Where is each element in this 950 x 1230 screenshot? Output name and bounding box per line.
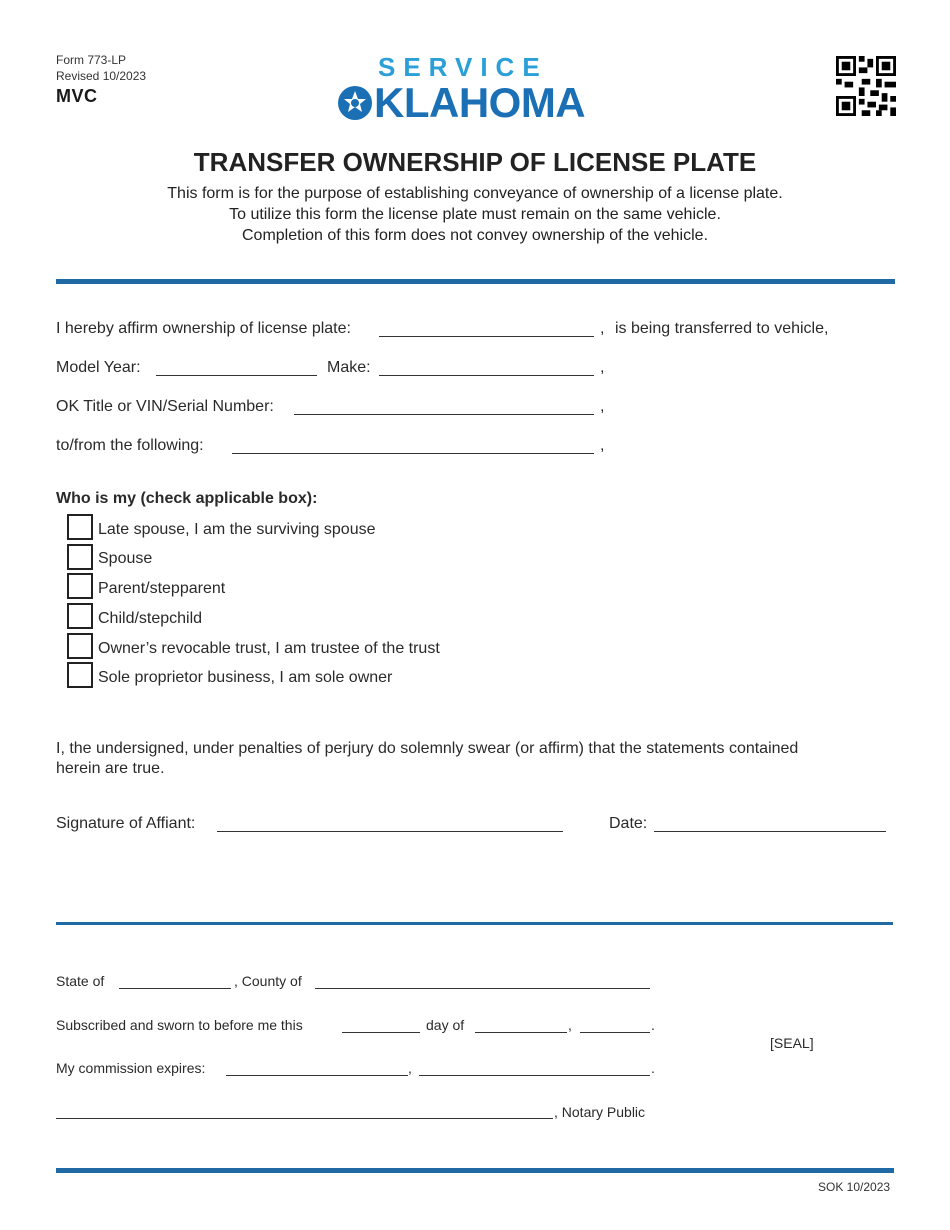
period: . — [651, 1017, 655, 1033]
star-icon — [336, 84, 374, 122]
option-label: Child/stepchild — [98, 610, 203, 627]
form-number: Form 773-LP — [56, 53, 127, 67]
checkbox-spouse[interactable] — [67, 544, 93, 570]
title-vin-input[interactable] — [294, 414, 594, 415]
affirm-suffix: is being transferred to vehicle, — [615, 320, 829, 337]
signature-label: Signature of Affiant: — [56, 815, 196, 832]
oath-line-1: I, the undersigned, under penalties of perjury do solemnly swear (or affirm) that the statements contained — [56, 740, 799, 757]
commission-date-input[interactable] — [226, 1075, 408, 1076]
to-from-label: to/from the following: — [56, 437, 204, 454]
notary-signature-input[interactable] — [56, 1118, 553, 1119]
commission-label: My commission expires: — [56, 1060, 206, 1076]
sworn-year-input[interactable] — [580, 1032, 650, 1033]
service-oklahoma-logo — [336, 52, 606, 126]
checkbox-sole-proprietor[interactable] — [67, 662, 93, 688]
comma: , — [600, 437, 605, 454]
state-label: State of — [56, 973, 105, 989]
revised-date: Revised 10/2023 — [56, 69, 147, 83]
model-year-label: Model Year: — [56, 359, 141, 376]
subtitle-line-1: This form is for the purpose of establishing conveyance of ownership of a license plate. — [167, 185, 783, 202]
model-year-input[interactable] — [156, 375, 317, 376]
county-label: , County of — [234, 973, 302, 989]
checkbox-child[interactable] — [67, 603, 93, 629]
division-label: MVC — [56, 86, 98, 106]
comma: , — [568, 1017, 572, 1033]
footer-code: SOK 10/2023 — [818, 1180, 891, 1194]
comma: , — [408, 1060, 412, 1076]
relation-heading: Who is my (check applicable box): — [56, 490, 318, 507]
top-divider — [56, 279, 895, 284]
seal-label: [SEAL] — [770, 1035, 814, 1051]
commission-year-input[interactable] — [419, 1075, 650, 1076]
oath-line-2: herein are true. — [56, 760, 165, 777]
day-of-label: day of — [426, 1017, 465, 1033]
comma: , — [600, 359, 605, 376]
date-input[interactable] — [654, 831, 886, 832]
checkbox-parent[interactable] — [67, 573, 93, 599]
sworn-day-input[interactable] — [342, 1032, 420, 1033]
option-label: Parent/stepparent — [98, 580, 226, 597]
middle-divider — [56, 922, 893, 925]
option-label: Owner’s revocable trust, I am trustee of the trust — [98, 640, 440, 657]
comma: , — [600, 320, 605, 337]
date-label: Date: — [609, 815, 648, 832]
page-title: TRANSFER OWNERSHIP OF LICENSE PLATE — [193, 147, 757, 177]
license-plate-input[interactable] — [379, 336, 594, 337]
qr-code-icon — [836, 56, 896, 116]
make-label: Make: — [327, 359, 371, 376]
signature-input[interactable] — [217, 831, 563, 832]
option-label: Sole proprietor business, I am sole owner — [98, 669, 393, 686]
subtitle-line-3: Completion of this form does not convey ownership of the vehicle. — [241, 227, 709, 244]
affirm-label: I hereby affirm ownership of license plate: — [56, 320, 351, 337]
bottom-divider — [56, 1168, 894, 1173]
logo-service-text: SERVICE — [378, 52, 548, 82]
to-from-input[interactable] — [232, 453, 594, 454]
make-input[interactable] — [379, 375, 594, 376]
logo-oklahoma-text: KLAHOMA — [374, 79, 586, 126]
state-input[interactable] — [119, 988, 231, 989]
title-vin-label: OK Title or VIN/Serial Number: — [56, 398, 274, 415]
comma: , — [600, 398, 605, 415]
checkbox-trust[interactable] — [67, 633, 93, 659]
subtitle-line-2: To utilize this form the license plate must remain on the same vehicle. — [229, 206, 721, 223]
sworn-label: Subscribed and sworn to before me this — [56, 1017, 303, 1033]
option-label: Late spouse, I am the surviving spouse — [98, 521, 376, 538]
option-label: Spouse — [98, 550, 153, 567]
sworn-month-input[interactable] — [475, 1032, 567, 1033]
notary-public-label: , Notary Public — [554, 1104, 646, 1120]
period: . — [651, 1060, 655, 1076]
county-input[interactable] — [315, 988, 650, 989]
checkbox-late-spouse[interactable] — [67, 514, 93, 540]
